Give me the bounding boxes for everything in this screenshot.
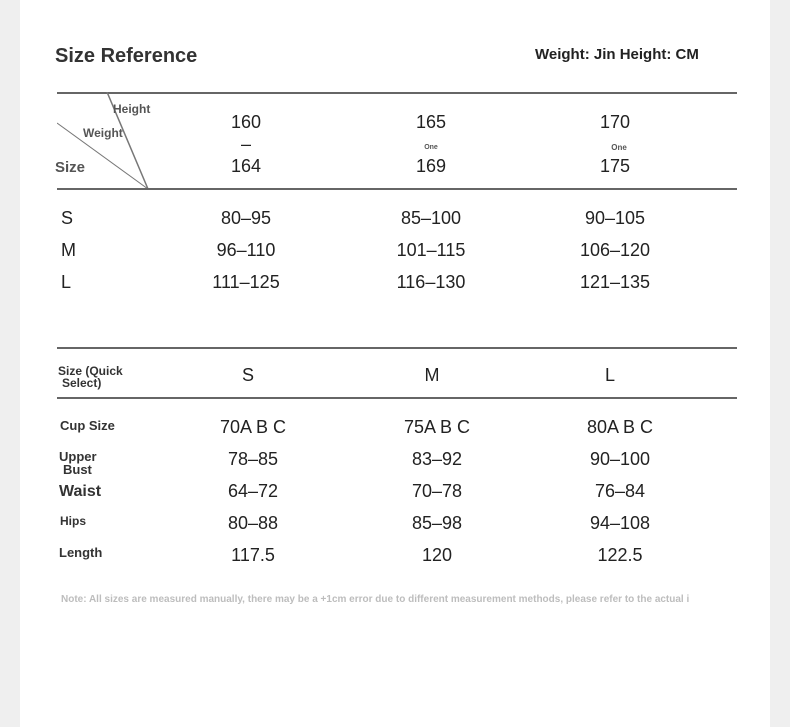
- length-s: 117.5: [231, 545, 275, 565]
- corner-weight-label: Weight: [83, 126, 123, 140]
- length-m: 120: [421, 545, 453, 565]
- row-size-s: S: [61, 208, 74, 228]
- quick-select-label-line1: Size (Quick: [58, 364, 123, 378]
- waist-l: 76–84: [594, 481, 646, 501]
- row-size-l: L: [61, 272, 72, 292]
- waist-label: Waist: [59, 483, 102, 500]
- length-label: Length: [59, 545, 103, 560]
- row-size-m: M: [61, 240, 76, 260]
- cup-size-l: 80A B C: [586, 417, 654, 437]
- cup-size-m: 75A B C: [403, 417, 471, 437]
- hips-s: 80–88: [227, 513, 279, 533]
- weight-l-col3: 121–135: [579, 272, 651, 292]
- table1-header-rule: [57, 188, 737, 190]
- page-title: Size Reference: [55, 45, 198, 67]
- hips-l: 94–108: [589, 513, 651, 533]
- corner-size-label: Size: [55, 159, 86, 176]
- quick-size-s: S: [241, 365, 255, 385]
- table1-top-rule: [57, 92, 737, 94]
- quick-size-l: L: [604, 365, 616, 385]
- height-col2-bottom: 169: [415, 156, 447, 176]
- cup-size-s: 70A B C: [219, 417, 287, 437]
- upper-bust-label-line2: Bust: [63, 462, 92, 477]
- waist-s: 64–72: [227, 481, 279, 501]
- height-col2-top: 165: [415, 112, 447, 132]
- weight-m-col2: 101–115: [396, 240, 466, 260]
- weight-l-col2: 116–130: [396, 272, 466, 292]
- quick-select-label-line2: Select): [62, 376, 102, 390]
- height-col3-top: 170: [599, 112, 631, 132]
- cup-size-label: Cup Size: [60, 418, 115, 433]
- hips-m: 85–98: [411, 513, 463, 533]
- corner-height-label: Height: [113, 102, 151, 116]
- upper-bust-m: 83–92: [411, 449, 463, 469]
- upper-bust-s: 78–85: [227, 449, 279, 469]
- upper-bust-l: 90–100: [589, 449, 651, 469]
- quick-size-m: M: [424, 365, 440, 385]
- table2-top-rule: [57, 347, 737, 349]
- height-col1-mid: –: [240, 134, 252, 154]
- length-l: 122.5: [597, 545, 643, 565]
- height-col2-mid: One: [424, 144, 438, 151]
- waist-m: 70–78: [411, 481, 463, 501]
- measurement-note: Note: All sizes are measured manually, there may be a +1cm error due to different measurement methods, please refer to the actual i: [61, 594, 690, 605]
- height-col1-top: 160: [230, 112, 262, 132]
- table2-header-rule: [57, 397, 737, 399]
- weight-s-col2: 85–100: [400, 208, 462, 228]
- weight-l-col1: 111–125: [212, 272, 280, 292]
- weight-m-col1: 96–110: [216, 240, 276, 260]
- hips-label: Hips: [60, 514, 87, 528]
- units-label: Weight: Jin Height: CM: [535, 46, 699, 63]
- height-col3-bottom: 175: [599, 156, 631, 176]
- weight-s-col3: 90–105: [584, 208, 646, 228]
- size-chart-sheet: [20, 0, 770, 727]
- height-col3-mid: One: [611, 143, 627, 152]
- weight-s-col1: 80–95: [220, 208, 272, 228]
- upper-bust-label-line1: Upper: [59, 449, 97, 464]
- height-col1-bottom: 164: [230, 156, 262, 176]
- weight-m-col3: 106–120: [579, 240, 651, 260]
